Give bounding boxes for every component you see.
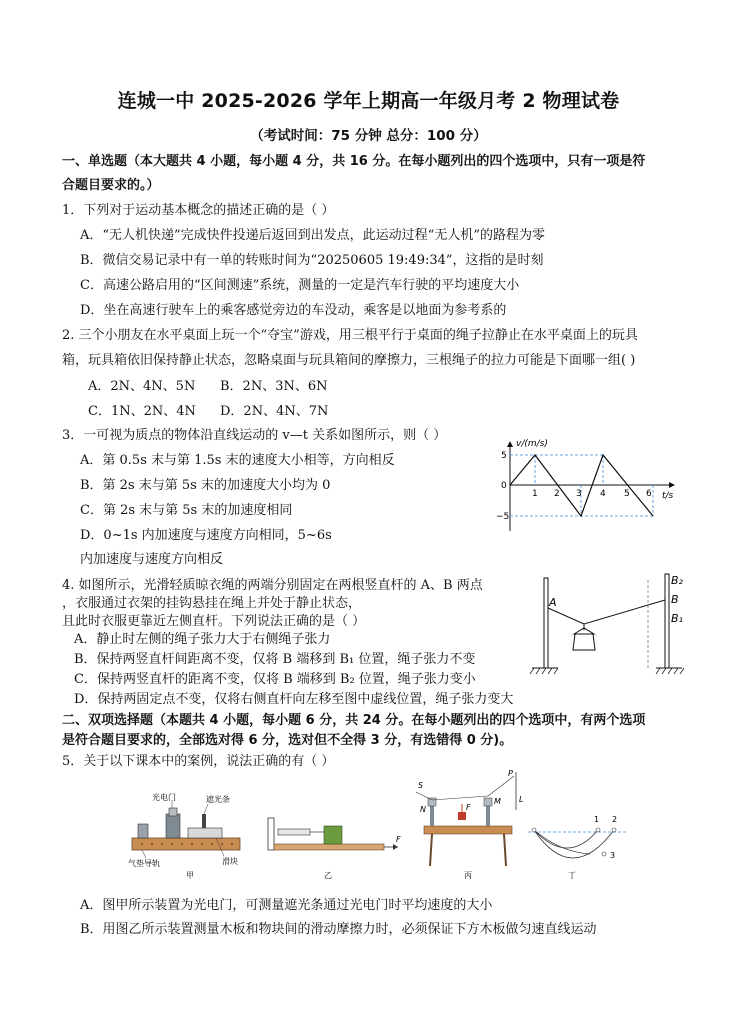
exam-info: （考试时间：75 分钟 总分：100 分） xyxy=(250,128,487,144)
q5-figures xyxy=(128,770,628,882)
tick-4: 4 xyxy=(600,489,606,499)
label-photogate: 光电门 xyxy=(152,793,176,802)
q1-option-a: A．“无人机快递”完成快件投递后返回到出发点，此运动过程“无人机”的路程为零 xyxy=(80,228,545,243)
label-strip: 遮光条 xyxy=(206,795,230,804)
figure-yi xyxy=(268,818,401,880)
label-bing-m: M xyxy=(494,797,501,806)
block xyxy=(324,826,342,844)
q4-stem-cont2: 且此时衣服更靠近左侧直杆。下列说法正确的是（ ） xyxy=(62,614,366,629)
left-ground-hatch xyxy=(530,668,558,674)
spring-scale xyxy=(278,829,310,835)
origin-label: 0 xyxy=(501,481,507,491)
q1-option-d: D．坐在高速行驶车上的乘客感觉旁边的车没动，乘客是以地面为参考系的 xyxy=(80,303,507,318)
q2-stem-cont: 箱，玩具箱依旧保持静止状态，忽略桌面与玩具箱间的摩擦力，三根绳子的拉力可能是下面哪一组( ) xyxy=(62,353,636,368)
tick-2: 2 xyxy=(554,489,560,499)
rail-end xyxy=(138,824,148,838)
label-b: B xyxy=(671,593,679,606)
tick-6: 6 xyxy=(646,489,652,499)
figure-jia xyxy=(128,792,240,880)
section2-heading-cont: 是符合题目要求的，全部选对得 6 分，选对但不全得 3 分，有选错得 0 分)。 xyxy=(62,733,513,748)
caption-yi: 乙 xyxy=(324,871,332,880)
mirror-m-stand xyxy=(486,806,490,826)
y-label-neg5: −5 xyxy=(496,512,510,522)
right-pole xyxy=(665,574,669,668)
caption-bing: 丙 xyxy=(464,871,472,880)
label-slider: 滑块 xyxy=(222,857,238,866)
section2-heading: 二、双项选择题（本题共 4 小题，每小题 6 分，共 24 分。在每小题列出的四个选项中，有两个选项 xyxy=(62,713,646,728)
q4-option-d: D．保持两固定点不变，仅将右侧直杆向左移至图中虚线位置，绳子张力变大 xyxy=(74,692,514,707)
label-bing-f: F xyxy=(466,803,471,812)
label-bing-l: L xyxy=(519,795,524,804)
label-bing-n: N xyxy=(420,805,426,814)
q2-option-d: D．2N、4N、7N xyxy=(220,404,329,419)
vt-graph xyxy=(490,436,680,536)
clothesline-figure xyxy=(528,570,688,676)
section1-heading: 一、单选题（本大题共 4 小题，每小题 4 分，共 16 分。在每小题列出的四个选项中，只有一项是符 xyxy=(62,154,646,169)
tick-1: 1 xyxy=(532,489,538,499)
mirror-n-stand xyxy=(430,806,434,826)
q1-option-b: B．微信交易记录中有一单的转账时间为“20250605 19:49:34”，这指的是时刻 xyxy=(80,253,544,268)
label-ding-3: 3 xyxy=(610,851,616,860)
t-axis-label: t/s xyxy=(662,491,674,501)
q3-option-a: A．第 0.5s 末与第 1.5s 末的速度大小相等，方向相反 xyxy=(80,453,395,468)
tick-3: 3 xyxy=(576,489,582,499)
q2-option-c: C．1N、2N、4N xyxy=(88,404,196,419)
press-force xyxy=(458,812,466,820)
q4-stem: 4. 如图所示，光滑轻质晾衣绳的两端分别固定在两根竖直杆的 A、B 两点 xyxy=(62,578,483,593)
label-a: A xyxy=(549,596,557,609)
figure-bing xyxy=(416,770,523,880)
q1-option-c: C．高速公路启用的“区间测速”系统，测量的一定是汽车行驶的平均速度大小 xyxy=(80,278,520,293)
wall xyxy=(268,818,274,850)
caption-ding: 丁 xyxy=(568,871,576,880)
q3-option-c: C．第 2s 末与第 5s 末的加速度相同 xyxy=(80,503,293,518)
label-ding-2: 2 xyxy=(612,815,618,824)
q2-option-a: A．2N、4N、5N xyxy=(88,379,196,394)
label-rail: 气垫导轨 xyxy=(128,859,160,868)
table-top xyxy=(424,826,512,834)
v-axis-label: v/(m/s) xyxy=(516,439,548,449)
label-ding-1: 1 xyxy=(594,815,600,824)
q2-option-b: B．2N、3N、6N xyxy=(220,379,328,394)
board xyxy=(274,844,384,850)
caption-jia: 甲 xyxy=(186,871,194,880)
y-label-5: 5 xyxy=(501,451,507,461)
label-b1: B₁ xyxy=(671,612,683,625)
q5-stem: 5．关于以下课本中的案例，说法正确的有（ ） xyxy=(62,754,335,769)
left-pole xyxy=(544,578,548,668)
page-title: 连城一中 2025-2026 学年上期高一年级月考 2 物理试卷 xyxy=(117,90,620,112)
q3-option-b: B．第 2s 末与第 5s 末的加速度大小均为 0 xyxy=(80,478,331,493)
air-rail xyxy=(132,838,240,850)
clothes xyxy=(573,634,595,650)
rope xyxy=(548,600,665,624)
label-yi-f: F xyxy=(396,835,401,844)
photogate xyxy=(166,814,180,838)
label-bing-p: P xyxy=(508,770,513,778)
q2-stem: 2. 三个小朋友在水平桌面上玩一个“夺宝”游戏，用三根平行于桌面的绳子拉静止在水平桌面上的玩具 xyxy=(62,328,638,343)
q5-option-a: A．图甲所示装置为光电门，可测量遮光条通过光电门时平均速度的大小 xyxy=(80,898,493,913)
q4-option-a: A．静止时左侧的绳子张力大于右侧绳子张力 xyxy=(74,632,331,647)
section1-heading-cont: 合题目要求的。） xyxy=(62,178,160,193)
label-b2: B₂ xyxy=(671,574,683,587)
q5-option-b: B．用图乙所示装置测量木板和物块间的滑动摩擦力时，必须保证下方木板做匀速直线运动 xyxy=(80,922,597,937)
q4-option-c: C．保持两竖直杆的距离不变，仅将 B 端移到 B₂ 位置，绳子张力变小 xyxy=(74,672,476,687)
shading-strip xyxy=(202,814,206,828)
q4-stem-cont: ，衣服通过衣架的挂钩悬挂在绳上并处于静止状态， xyxy=(62,596,362,611)
figure-ding xyxy=(528,815,628,880)
tick-5: 5 xyxy=(624,489,630,499)
q3-option-d: D．0~1s 内加速度与速度方向相同，5~6s xyxy=(80,528,332,543)
hanger xyxy=(574,624,594,634)
slider xyxy=(188,828,222,838)
q1-stem: 1．下列对于运动基本概念的描述正确的是（ ） xyxy=(62,203,335,218)
right-ground-hatch xyxy=(656,668,684,674)
label-bing-s: S xyxy=(418,781,424,790)
q4-option-b: B．保持两竖直杆间距离不变，仅将 B 端移到 B₁ 位置，绳子张力不变 xyxy=(74,652,476,667)
q3-stem: 3．一可视为质点的物体沿直线运动的 v—t 关系如图所示，则（ ） xyxy=(62,428,447,443)
q3-option-d-cont: 内加速度与速度方向相反 xyxy=(80,552,224,567)
